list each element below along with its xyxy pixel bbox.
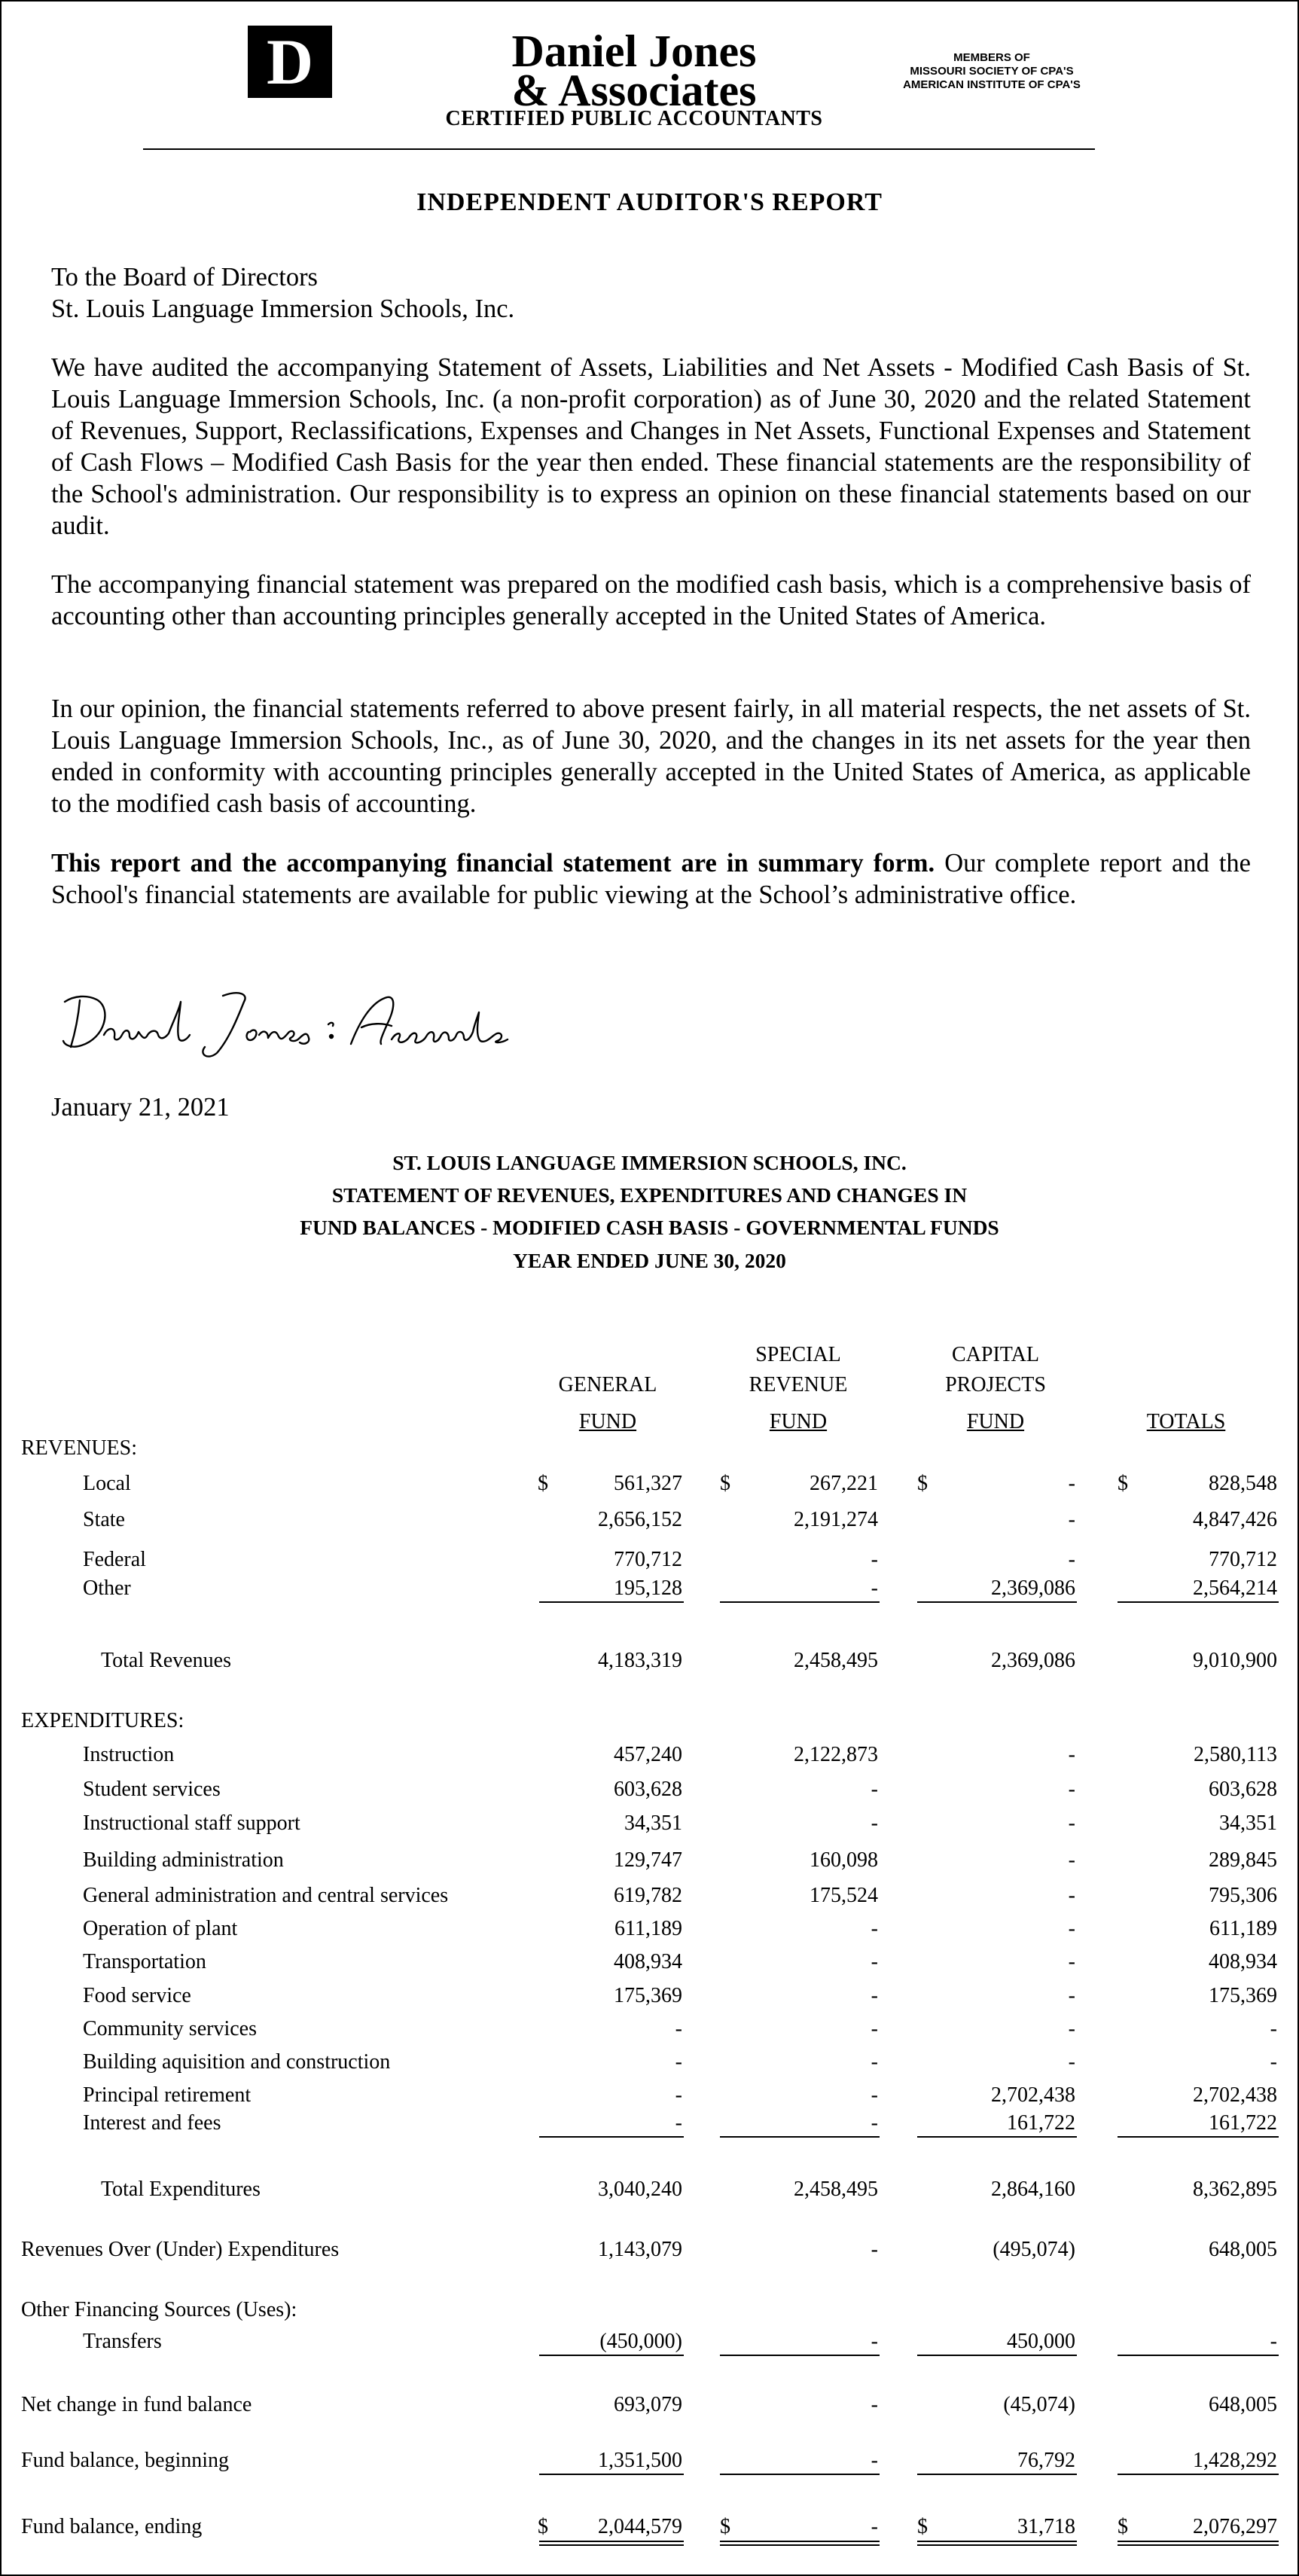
cell-value: 76,792: [1017, 2449, 1075, 2472]
cell-value: -: [1068, 1508, 1075, 1531]
cell-value: -: [1068, 1778, 1075, 1801]
cell-value: -: [1068, 1950, 1075, 1973]
cell-value: -: [1068, 1884, 1075, 1907]
cell-value: 4,847,426: [1193, 1508, 1277, 1531]
row-label: Net change in fund balance: [21, 2393, 252, 2416]
cell-value: 2,702,438: [991, 2083, 1075, 2107]
cell-value: 1,428,292: [1193, 2449, 1277, 2472]
cell-value: 2,864,160: [991, 2178, 1075, 2201]
total-rule: [720, 1601, 880, 1603]
cell-value: -: [871, 1811, 878, 1835]
cell-value: -: [871, 1576, 878, 1600]
cell-value: 408,934: [1209, 1950, 1277, 1973]
cell-value: 2,580,113: [1194, 1743, 1277, 1766]
cell-value: 1,351,500: [598, 2449, 682, 2472]
cell-value: 770,712: [1209, 1548, 1277, 1571]
addressee-line-2: St. Louis Language Immersion Schools, Inc.: [51, 295, 515, 323]
row-label: Other Financing Sources (Uses):: [21, 2298, 297, 2321]
row-label: Fund balance, beginning: [21, 2449, 230, 2472]
cell-value: 603,628: [614, 1778, 682, 1801]
cell-value: 175,524: [810, 1884, 878, 1907]
statement-title-line: STATEMENT OF REVENUES, EXPENDITURES AND CHANGES IN: [331, 1183, 968, 1207]
statement-title-line: YEAR ENDED JUNE 30, 2020: [513, 1249, 786, 1272]
cell-value: -: [1068, 1472, 1075, 1495]
total-rule: [539, 2474, 684, 2475]
membership-line: MISSOURI SOCIETY OF CPA'S: [910, 65, 1074, 78]
cell-value: -: [871, 2393, 878, 2416]
cell-value: 9,010,900: [1193, 1649, 1277, 1672]
dollar-sign: $: [720, 2515, 730, 2538]
column-header-special-1: SPECIAL: [755, 1343, 841, 1366]
row-label: Instructional staff support: [83, 1811, 300, 1835]
column-header-general-2: GENERAL: [558, 1373, 657, 1396]
cell-value: 3,040,240: [598, 2178, 682, 2201]
report-date: January 21, 2021: [51, 1093, 230, 1122]
cell-value: 648,005: [1209, 2393, 1277, 2416]
cell-value: 2,564,214: [1193, 1576, 1277, 1600]
cell-value: -: [871, 2449, 878, 2472]
cell-value: 175,369: [1209, 1984, 1277, 2007]
row-label: Community services: [83, 2017, 257, 2040]
row-label: Local: [83, 1472, 131, 1495]
firm-logo: [248, 26, 332, 98]
cell-value: -: [1068, 2050, 1075, 2074]
cell-value: 603,628: [1209, 1778, 1277, 1801]
logo-letter: D: [266, 26, 314, 98]
signature-image: [51, 979, 518, 1064]
statement-title-line: ST. LOUIS LANGUAGE IMMERSION SCHOOLS, INC.: [392, 1151, 907, 1174]
row-label: State: [83, 1508, 125, 1531]
cell-value: 160,098: [810, 1848, 878, 1872]
firm-subtitle: CERTIFIED PUBLIC ACCOUNTANTS: [445, 107, 823, 130]
cell-value: -: [675, 2017, 682, 2040]
total-rule: [917, 2136, 1077, 2138]
cell-value: 611,189: [614, 1917, 682, 1940]
cell-value: 175,369: [614, 1984, 682, 2007]
cell-value: -: [871, 2330, 878, 2353]
cell-value: 693,079: [614, 2393, 682, 2416]
double-rule: [720, 2541, 880, 2546]
cell-value: 561,327: [614, 1472, 682, 1495]
dollar-sign: $: [1118, 1472, 1128, 1495]
total-rule: [917, 2355, 1077, 2356]
cell-value: 2,122,873: [794, 1743, 878, 1766]
cell-value: 2,458,495: [794, 1649, 878, 1672]
row-label: Principal retirement: [83, 2083, 252, 2107]
cell-value: 450,000: [1007, 2330, 1075, 2353]
row-label: Interest and fees: [83, 2111, 221, 2135]
cell-value: 2,369,086: [991, 1576, 1075, 1600]
cell-value: -: [1270, 2330, 1277, 2353]
cell-value: 161,722: [1007, 2111, 1075, 2135]
total-rule: [720, 2474, 880, 2475]
row-label: Student services: [83, 1778, 221, 1801]
cell-value: -: [1068, 2017, 1075, 2040]
summary-paragraph: [51, 847, 1251, 911]
total-rule: [1118, 1601, 1279, 1603]
total-rule: [1118, 2355, 1279, 2356]
cell-value: 2,044,579: [598, 2515, 682, 2538]
row-label: Total Expenditures: [101, 2178, 261, 2201]
cell-value: -: [1068, 1917, 1075, 1940]
total-rule: [720, 2136, 880, 2138]
cell-value: -: [675, 2111, 682, 2135]
row-label: Total Revenues: [101, 1649, 231, 1672]
column-header-capital-1: CAPITAL: [952, 1343, 1039, 1366]
cell-value: 408,934: [614, 1950, 682, 1973]
cell-value: -: [871, 2017, 878, 2040]
cell-value: -: [871, 1778, 878, 1801]
cell-value: 828,548: [1209, 1472, 1277, 1495]
cell-value: -: [1068, 1984, 1075, 2007]
dollar-sign: $: [538, 1472, 548, 1495]
row-label: EXPENDITURES:: [21, 1709, 184, 1732]
cell-value: 795,306: [1209, 1884, 1277, 1907]
row-label: Transfers: [83, 2330, 162, 2353]
cell-value: 2,458,495: [794, 2178, 878, 2201]
row-label: Operation of plant: [83, 1917, 238, 1940]
summary-bold-text: This report and the accompanying financial statement are in summary form.: [51, 849, 935, 877]
cell-value: -: [871, 2238, 878, 2261]
total-rule: [539, 2136, 684, 2138]
cell-value: 619,782: [614, 1884, 682, 1907]
row-label: General administration and central services: [83, 1884, 449, 1907]
cell-value: -: [871, 2111, 878, 2135]
row-label: Fund balance, ending: [21, 2515, 203, 2538]
total-rule: [917, 2474, 1077, 2475]
total-rule: [917, 1601, 1077, 1603]
cell-value: 267,221: [810, 1472, 878, 1495]
cell-value: -: [871, 1917, 878, 1940]
cell-value: -: [1068, 1548, 1075, 1571]
total-rule: [1118, 2136, 1279, 2138]
cell-value: 8,362,895: [1193, 2178, 1277, 2201]
cell-value: -: [871, 1984, 878, 2007]
memberships: [875, 51, 1108, 92]
cell-value: -: [871, 2515, 878, 2538]
dollar-sign: $: [917, 2515, 928, 2538]
report-title: INDEPENDENT AUDITOR'S REPORT: [416, 188, 883, 216]
cell-value: -: [675, 2050, 682, 2074]
column-header-special-2: REVENUE: [749, 1373, 848, 1396]
cell-value: 161,722: [1209, 2111, 1277, 2135]
cell-value: 289,845: [1209, 1848, 1277, 1872]
row-label: REVENUES:: [21, 1436, 137, 1460]
letterhead-divider: [143, 148, 1095, 150]
cell-value: -: [1068, 1743, 1075, 1766]
cell-value: 770,712: [614, 1548, 682, 1571]
cell-value: -: [871, 2050, 878, 2074]
row-label: Federal: [83, 1548, 146, 1571]
dollar-sign: $: [538, 2515, 548, 2538]
cell-value: 1,143,079: [598, 2238, 682, 2261]
cell-value: (45,074): [1003, 2393, 1075, 2416]
summary-rest-text: Our complete report and the School's financial statements are available for public viewing at the School’s administrative office.: [51, 849, 1251, 909]
statement-title-line: FUND BALANCES - MODIFIED CASH BASIS - GOVERNMENTAL FUNDS: [300, 1216, 999, 1239]
total-rule: [539, 1601, 684, 1603]
row-label: Building aquisition and construction: [83, 2050, 391, 2074]
cell-value: 4,183,319: [598, 1649, 682, 1672]
cell-value: 2,369,086: [991, 1649, 1075, 1672]
cell-value: -: [1068, 1811, 1075, 1835]
total-rule: [1118, 2474, 1279, 2475]
membership-line: AMERICAN INSTITUTE OF CPA'S: [903, 78, 1081, 91]
cell-value: -: [1068, 1848, 1075, 1872]
column-header-totals-3: TOTALS: [1146, 1410, 1226, 1433]
opinion-paragraph: In our opinion, the financial statements referred to above present fairly, in all material respects, the net assets of St. Louis Language Immersion Schools, Inc., as of June 30, 2020, and the changes in its net assets for the year then ended in conformity with accounting principles generally accepted in the United States of America, as applicable to the modified cash basis of accounting.: [51, 694, 1251, 818]
scope-paragraph: We have audited the accompanying Statement of Assets, Liabilities and Net Assets - Modified Cash Basis of St. Louis Language Immersion Schools, Inc. (a non-profit corporation) as of June 30, 2020 and the related Statement of Revenues, Support, Reclassifications, Expenses and Changes in Net Assets, Functional Expenses and Statement of Cash Flows – Modified Cash Basis for the year then ended. These financial statements are the responsibility of the School's administration. Our responsibility is to express an opinion on these financial statements based on our audit.: [51, 353, 1251, 540]
column-header-capital-3: FUND: [966, 1410, 1025, 1433]
cell-value: 34,351: [1219, 1811, 1277, 1835]
cell-value: 648,005: [1209, 2238, 1277, 2261]
cell-value: 129,747: [614, 1848, 682, 1872]
cell-value: 2,191,274: [794, 1508, 878, 1531]
double-rule: [539, 2541, 684, 2546]
cell-value: 2,702,438: [1193, 2083, 1277, 2107]
cell-value: (450,000): [599, 2330, 682, 2353]
cell-value: -: [1270, 2017, 1277, 2040]
addressee-line-1: To the Board of Directors: [51, 263, 318, 291]
row-label: Revenues Over (Under) Expenditures: [21, 2238, 340, 2261]
dollar-sign: $: [917, 1472, 928, 1495]
cell-value: 611,189: [1209, 1917, 1277, 1940]
cell-value: 2,656,152: [598, 1508, 682, 1531]
row-label: Building administration: [83, 1848, 284, 1872]
basis-paragraph: The accompanying financial statement was prepared on the modified cash basis, which is a comprehensive basis of accounting other than accounting principles generally accepted in the United States of America.: [51, 570, 1251, 630]
cell-value: 34,351: [624, 1811, 682, 1835]
cell-value: -: [675, 2083, 682, 2107]
membership-line: MEMBERS OF: [953, 51, 1030, 64]
cell-value: -: [1270, 2050, 1277, 2074]
row-label: Other: [83, 1576, 131, 1600]
dollar-sign: $: [720, 1472, 730, 1495]
row-label: Transportation: [83, 1950, 206, 1973]
column-header-general-3: FUND: [578, 1410, 637, 1433]
cell-value: 457,240: [614, 1743, 682, 1766]
column-header-capital-2: PROJECTS: [945, 1373, 1046, 1396]
row-label: Instruction: [83, 1743, 175, 1766]
double-rule: [917, 2541, 1077, 2546]
total-rule: [720, 2355, 880, 2356]
double-rule: [1118, 2541, 1279, 2546]
dollar-sign: $: [1118, 2515, 1128, 2538]
cell-value: 31,718: [1017, 2515, 1075, 2538]
total-rule: [539, 2355, 684, 2356]
cell-value: 195,128: [614, 1576, 682, 1600]
cell-value: (495,074): [993, 2238, 1075, 2261]
cell-value: -: [871, 2083, 878, 2107]
column-header-special-3: FUND: [769, 1410, 828, 1433]
row-label: Food service: [83, 1984, 191, 2007]
cell-value: 2,076,297: [1193, 2515, 1277, 2538]
firm-name-line-2: & Associates: [511, 66, 757, 115]
cell-value: -: [871, 1950, 878, 1973]
firm-name-line-1: Daniel Jones: [511, 26, 757, 76]
cell-value: -: [871, 1548, 878, 1571]
